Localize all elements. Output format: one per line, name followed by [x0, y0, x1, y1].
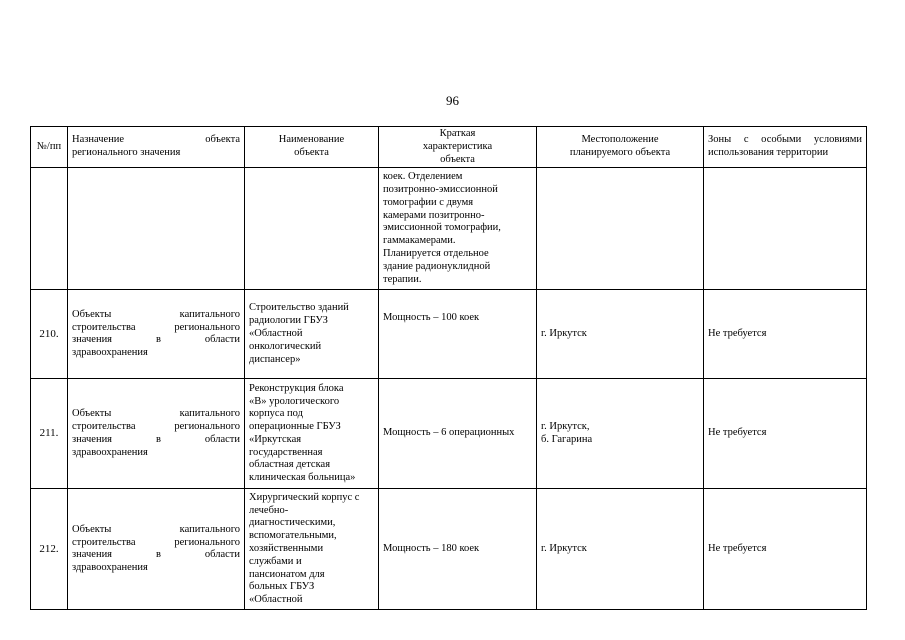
- cont-zones-cell: [704, 168, 867, 290]
- row-location: г. Иркутск: [537, 489, 704, 610]
- cont-num-cell: [31, 168, 68, 290]
- row-num: 211.: [31, 379, 68, 489]
- table-row-continuation: [31, 168, 867, 290]
- header-location: Местоположение планируемого объекта: [537, 127, 704, 168]
- row-num: 210.: [31, 290, 68, 379]
- row-name: Хирургический корпус с лечебно- диагностическими, вспомогательными, хозяйственными службами и пансионатом для больных ГБУЗ «Областной: [245, 489, 379, 610]
- row-name: Реконструкция блока «В» урологического корпуса под операционные ГБУЗ «Иркутская государственная областная детская клиническая больница»: [245, 379, 379, 489]
- header-name: Наименование объекта: [245, 127, 379, 168]
- header-characteristic: Краткая характеристика объекта: [379, 127, 537, 168]
- row-name: Строительство зданий радиологии ГБУЗ «Областной онкологический диспансер»: [245, 290, 379, 379]
- cont-name-cell: [245, 168, 379, 290]
- row-characteristic: Мощность – 180 коек: [379, 489, 537, 610]
- row-zones: Не требуется: [704, 290, 867, 379]
- row-purpose: Объекты капитального строительства регионального значения в области здравоохранения: [68, 489, 245, 610]
- table-row: [31, 290, 867, 379]
- row-purpose: Объекты капитального строительства регионального значения в области здравоохранения: [68, 379, 245, 489]
- row-location: г. Иркутск, б. Гагарина: [537, 379, 704, 489]
- page-number: 96: [446, 93, 459, 108]
- objects-table: [30, 126, 867, 610]
- row-zones: Не требуется: [704, 489, 867, 610]
- header-purpose: Назначение объекта регионального значения: [68, 127, 245, 168]
- row-characteristic: Мощность – 6 операционных: [379, 379, 537, 489]
- row-purpose: Объекты капитального строительства регионального значения в области здравоохранения: [68, 290, 245, 379]
- row-num: 212.: [31, 489, 68, 610]
- table-row: [31, 379, 867, 489]
- header-zones: Зоны с особыми условиями использования территории: [704, 127, 867, 168]
- cont-characteristic-cell: коек. Отделением позитронно-эмиссионной томографии с двумя камерами позитронно- эмиссионной томографии, гаммакамерами. Планируется отдельное здание радионуклидной терапии.: [379, 168, 537, 290]
- cont-location-cell: [537, 168, 704, 290]
- table-header-row: [31, 127, 867, 168]
- row-characteristic: Мощность – 100 коек: [379, 290, 537, 379]
- row-zones: Не требуется: [704, 379, 867, 489]
- row-location: г. Иркутск: [537, 290, 704, 379]
- header-num: №/пп: [31, 127, 68, 168]
- table-row: [31, 489, 867, 610]
- cont-purpose-cell: [68, 168, 245, 290]
